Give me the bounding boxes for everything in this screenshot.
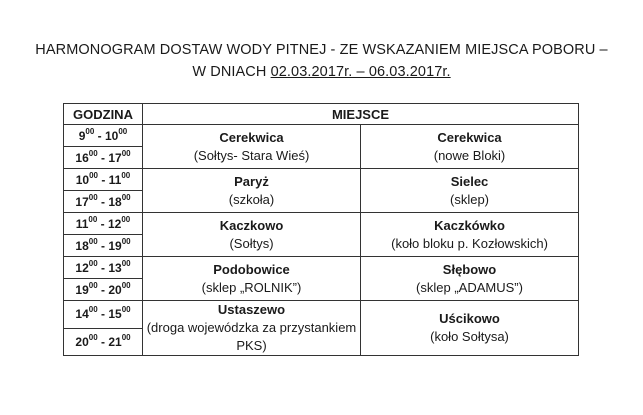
time-end: 00	[121, 170, 131, 180]
place-cell-right	[361, 213, 579, 257]
title-prefix: W DNIACH	[192, 64, 271, 80]
time-separator: -	[98, 172, 109, 187]
time-slot	[64, 235, 143, 257]
time-end: 00	[121, 305, 131, 315]
time-end: 00	[121, 214, 131, 224]
place-detail: (sklep)	[450, 191, 490, 207]
place-name: Słębowo	[442, 261, 497, 277]
time-end: 00	[121, 148, 131, 158]
time-separator: -	[97, 307, 109, 322]
time-slot	[64, 169, 143, 191]
time-start: 00	[85, 126, 95, 136]
place-cell-left	[143, 169, 361, 213]
time-start: 14	[75, 307, 89, 322]
time-slot	[64, 213, 143, 235]
time-start: 19	[75, 282, 89, 297]
time-start: 00	[88, 236, 98, 246]
place-detail: (koło bloku p. Kozłowskich)	[391, 235, 548, 251]
place-name: Kaczkówko	[434, 217, 505, 233]
time-slot	[64, 147, 143, 169]
place-cell-left	[143, 125, 361, 169]
time-start: 17	[75, 194, 89, 209]
schedule-body	[64, 125, 579, 356]
place-name: Cerekwica	[219, 129, 284, 145]
time-start: 9	[78, 128, 86, 143]
time-start: 10	[75, 172, 90, 187]
time-slot	[64, 301, 143, 329]
time-end: 00	[121, 332, 131, 342]
place-cell-left	[143, 301, 361, 356]
place-detail: (szkoła)	[228, 191, 275, 207]
place-cell-right	[361, 125, 579, 169]
time-separator: -	[97, 260, 109, 275]
table-row	[64, 169, 579, 191]
place-name: Uścikowo	[439, 311, 500, 326]
time-end: 18	[108, 194, 122, 209]
time-start: 00	[88, 258, 98, 268]
time-end: 00	[121, 236, 131, 246]
time-start: 12	[75, 260, 89, 275]
time-separator: -	[97, 216, 108, 231]
time-end: 12	[108, 216, 122, 231]
time-separator: -	[97, 238, 109, 253]
place-name: Paryż	[234, 173, 269, 189]
time-end: 10	[105, 128, 119, 143]
time-end: 13	[108, 260, 122, 275]
time-end: 15	[108, 307, 122, 322]
place-cell-left	[143, 213, 361, 257]
time-end: 00	[121, 280, 131, 290]
header-place: MIEJSCE	[143, 104, 579, 125]
place-name: Cerekwica	[437, 129, 502, 145]
time-end: 00	[121, 258, 131, 268]
place-cell-right	[361, 169, 579, 213]
place-name: Kaczkowo	[219, 217, 284, 233]
time-end: 20	[108, 282, 122, 297]
time-start: 00	[88, 280, 98, 290]
place-cell-right	[361, 301, 579, 356]
place-cell-left	[143, 257, 361, 301]
time-separator: -	[97, 194, 109, 209]
time-end: 21	[108, 334, 122, 349]
time-start: 00	[88, 214, 98, 224]
time-slot	[64, 257, 143, 279]
time-end: 19	[108, 238, 122, 253]
schedule-table	[63, 103, 579, 356]
table-row	[64, 213, 579, 235]
time-start: 18	[75, 238, 89, 253]
table-row	[64, 125, 579, 147]
time-end: 17	[108, 150, 122, 165]
place-name: Ustaszewo	[217, 302, 286, 317]
place-detail: (sklep „ADAMUS”)	[416, 279, 523, 295]
time-start: 20	[75, 334, 89, 349]
place-detail: (koło Sołtysa)	[430, 329, 509, 344]
place-detail: (sklep „ROLNIK”)	[201, 279, 302, 295]
place-detail: (Sołtys- Stara Wieś)	[193, 147, 310, 163]
time-start: 11	[75, 216, 89, 231]
place-detail: (nowe Bloki)	[433, 147, 506, 163]
time-start: 00	[88, 332, 98, 342]
table-row	[64, 257, 579, 279]
time-start: 00	[88, 192, 98, 202]
time-slot	[64, 279, 143, 301]
time-slot	[64, 191, 143, 213]
header-time: GODZINA	[64, 104, 143, 125]
time-start: 00	[88, 305, 98, 315]
time-slot	[64, 328, 143, 356]
place-name: Sielec	[450, 173, 489, 189]
title-dates: 02.03.2017r. – 06.03.2017r.	[270, 64, 451, 80]
time-separator: -	[97, 150, 109, 165]
time-separator: -	[94, 128, 105, 143]
place-detail: (droga wojewódzka za przystankiem PKS)	[146, 320, 357, 353]
time-start: 00	[88, 148, 98, 158]
time-separator: -	[97, 282, 109, 297]
time-start: 16	[75, 150, 89, 165]
place-cell-right	[361, 257, 579, 301]
time-separator: -	[97, 334, 109, 349]
table-row	[64, 301, 579, 329]
place-name: Podobowice	[213, 261, 290, 277]
document-title-line-2	[0, 64, 643, 80]
time-start: 00	[89, 170, 98, 180]
time-end: 00	[118, 126, 128, 136]
time-end: 00	[121, 192, 131, 202]
time-end: 11	[108, 172, 122, 187]
document-title-line-1: HARMONOGRAM DOSTAW WODY PITNEJ - ZE WSKAZANIEM MIEJSCA POBORU –	[35, 42, 608, 58]
place-detail: (Sołtys)	[229, 235, 274, 251]
time-slot	[64, 125, 143, 147]
table-header-row	[64, 104, 579, 125]
